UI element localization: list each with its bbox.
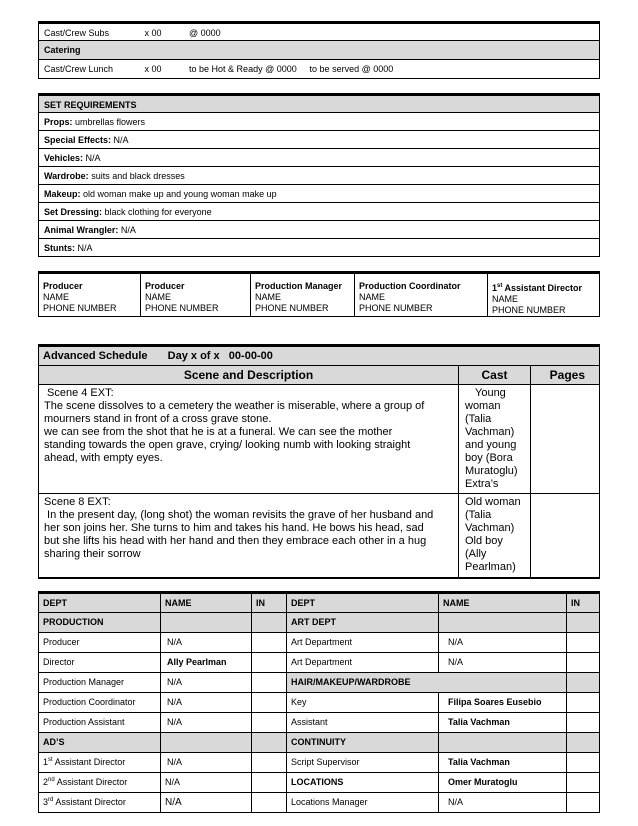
crew-dept: Director [39,653,161,673]
set-req-row: Animal Wrangler: N/A [39,221,600,239]
set-requirements-title: SET REQUIREMENTS [39,95,600,113]
crew-name: Talia Vachman [439,753,567,773]
advanced-schedule-table [38,344,600,579]
crew-header-name: NAME [161,593,252,613]
crew-row [39,693,600,713]
crew-name: N/A [439,653,567,673]
contact-cell: Production Manager NAME PHONE NUMBER [251,273,355,317]
crew-name: Talia Vachman [439,713,567,733]
catering-header: Catering [39,41,600,60]
cast-lunch-served: to be served @ 0000 [309,64,394,74]
catering-table [38,21,600,79]
crew-dept: Assistant [287,713,439,733]
schedule-day: Day x of x 00-00-00 [167,350,273,362]
crew-dept: 2nd Assistant Director [39,773,161,793]
contact-cell: 1st Assistant Director NAME PHONE NUMBER [488,273,600,317]
crew-dept: Production Manager [39,673,161,693]
cast-subs-label: Cast/Crew Subs [44,28,110,38]
crew-row [39,613,600,633]
scene-cast: Old woman (Talia Vachman) Old boy (Ally Pearlman) [459,494,531,578]
cast-subs-time: @ 0000 [189,28,221,38]
crew-row [39,633,600,653]
set-req-row: Wardrobe: suits and black dresses [39,167,600,185]
crew-row [39,773,600,793]
crew-name: N/A [439,793,567,813]
set-req-row: Set Dressing: black clothing for everyone [39,203,600,221]
crew-dept: LOCATIONS [287,773,439,793]
crew-header-dept: DEPT [287,593,439,613]
set-req-row: Vehicles: N/A [39,149,600,167]
schedule-title-row [39,346,600,366]
crew-dept: Locations Manager [287,793,439,813]
col-scene-header: Scene and Description [39,366,459,385]
crew-row [39,673,600,693]
crew-row [39,753,600,773]
cast-subs-qty: x 00 [144,28,162,38]
crew-name: N/A [161,673,252,693]
cast-lunch-row [39,60,600,79]
crew-section: AD’S [39,733,161,753]
contacts-table [38,271,600,317]
set-req-row: Makeup: old woman make up and young woman make up [39,185,600,203]
cast-lunch-ready: to be Hot & Ready @ 0000 [189,64,297,74]
crew-dept: 1st Assistant Director [39,753,161,773]
crew-header-name: NAME [439,593,567,613]
crew-row [39,733,600,753]
contact-cell: Production Coordinator NAME PHONE NUMBER [355,273,488,317]
cast-subs-row [39,23,600,41]
crew-name: N/A [161,633,252,653]
crew-section: HAIR/MAKEUP/WARDROBE [287,673,567,693]
crew-name: N/A [439,633,567,653]
crew-name: N/A [161,713,252,733]
scene-heading: Scene 8 EXT: [44,496,111,508]
col-cast-header: Cast [459,366,531,385]
crew-row [39,793,600,813]
crew-header-in: IN [252,593,287,613]
crew-dept: Art Department [287,633,439,653]
crew-section: CONTINUITY [287,733,439,753]
crew-dept: Production Coordinator [39,693,161,713]
set-req-row: Stunts: N/A [39,239,600,257]
crew-row [39,653,600,673]
scene-description: Scene 8 EXT: In the present day, (long shot) the woman revisits the grave of her husband and her son joins her. She turns to him and takes his hand. He bows his head, sad but she lifts his head with her hand and then they embrace each other in a hug sharing their sorrow [39,494,459,578]
crew-name: N/A [161,773,252,793]
scene-pages [531,494,600,578]
crew-name: Filipa Soares Eusebio [439,693,567,713]
scene-pages [531,385,600,494]
set-requirements-table [38,93,600,257]
crew-dept: Script Supervisor [287,753,439,773]
crew-dept: 3rd Assistant Director [39,793,161,813]
cast-lunch-label: Cast/Crew Lunch [44,64,114,74]
scene-description: Scene 4 EXT: The scene dissolves to a cemetery the weather is miserable, where a group of mourners stand in front of a cross grave stone. we can see from the shot that he is at a funeral. We can see the mother standing towards the open grave, crying/ looking numb with looking straight ahead, with empty eyes. [39,385,459,494]
contact-cell: Producer NAME PHONE NUMBER [141,273,251,317]
crew-table [38,591,600,813]
crew-header-dept: DEPT [39,593,161,613]
scene-cast: Young woman (Talia Vachman) and young boy (Bora Muratoglu) Extra’s [459,385,531,494]
crew-name: N/A [161,793,252,813]
crew-section: PRODUCTION [39,613,161,633]
cast-lunch-qty: x 00 [144,64,162,74]
crew-name: N/A [161,693,252,713]
crew-name: Ally Pearlman [161,653,252,673]
crew-row [39,713,600,733]
schedule-title: Advanced Schedule [43,350,148,362]
crew-name: N/A [161,753,252,773]
set-req-row: Props: umbrellas flowers [39,113,600,131]
set-req-row: Special Effects: N/A [39,131,600,149]
crew-name: Omer Muratoglu [439,773,567,793]
crew-dept: Key [287,693,439,713]
crew-dept: Producer [39,633,161,653]
crew-dept: Art Department [287,653,439,673]
col-pages-header: Pages [531,366,600,385]
scene-heading: Scene 4 EXT: [47,387,114,399]
crew-dept: Production Assistant [39,713,161,733]
crew-section: ART DEPT [287,613,439,633]
contact-cell: Producer NAME PHONE NUMBER [39,273,141,317]
crew-header-in: IN [567,593,600,613]
